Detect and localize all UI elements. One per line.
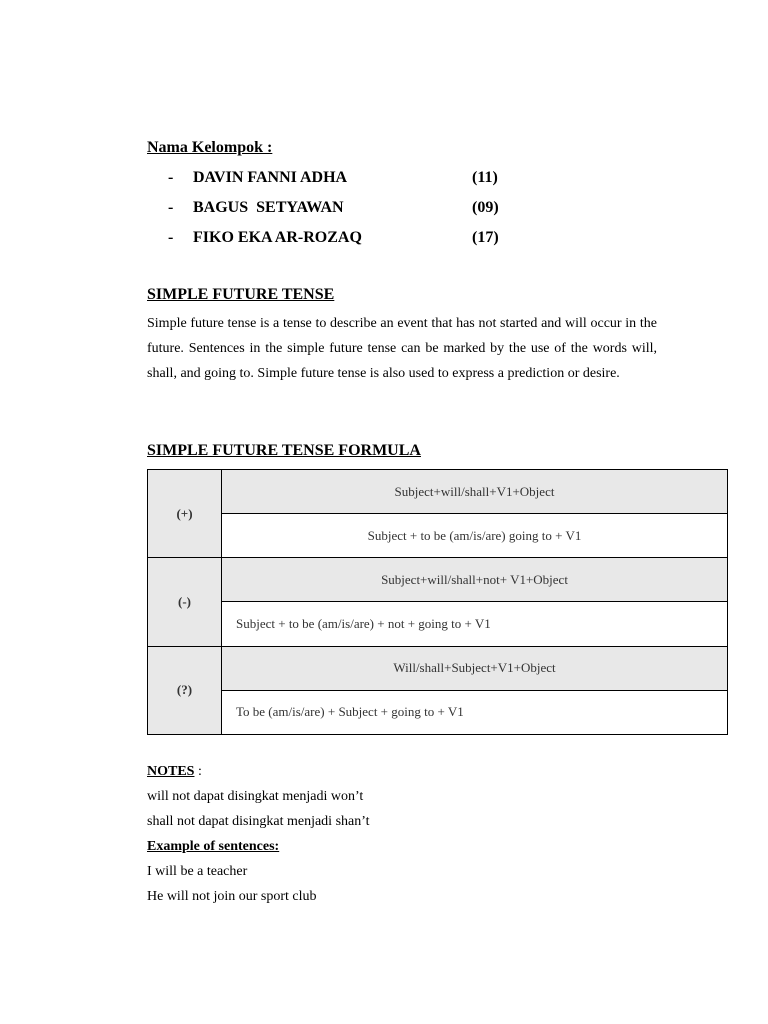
intro-title: SIMPLE FUTURE TENSE: [147, 286, 335, 303]
member-dash: -: [168, 229, 174, 246]
example-item: He will not join our sport club: [147, 889, 317, 904]
formula-cell: Subject + to be (am/is/are) going to + V1: [222, 514, 728, 558]
formula-cell: Subject+will/shall+not+ V1+Object: [222, 558, 728, 602]
table-row: [148, 558, 728, 602]
note-item: shall not dapat disingkat menjadi shan’t: [147, 814, 370, 829]
intro-paragraph: Simple future tense is a tense to describe an event that has not started and will occur in the future. Sentences in the simple future tense can be marked by the use of the words will, shall, and going to. Simple future tense is also used to express a prediction or desire.: [147, 316, 657, 381]
formula-table: [147, 469, 728, 735]
formula-title: SIMPLE FUTURE TENSE FORMULA: [147, 442, 421, 459]
example-item: I will be a teacher: [147, 864, 248, 879]
table-row: [148, 514, 728, 558]
formula-cell: Will/shall+Subject+V1+Object: [222, 646, 728, 690]
notes-label: NOTES: [147, 764, 195, 779]
member-name: DAVIN FANNI ADHA: [193, 169, 348, 186]
member-row: [0, 229, 768, 251]
member-dash: -: [168, 169, 174, 186]
formula-cell: To be (am/is/are) + Subject + going to + V1: [222, 690, 728, 734]
examples-heading: Example of sentences:: [147, 839, 280, 854]
table-row: [148, 602, 728, 646]
member-number: (17): [472, 229, 499, 246]
formula-cell: Subject + to be (am/is/are) + not + going to + V1: [222, 602, 728, 646]
member-row: [0, 199, 768, 221]
sign-question: (?): [148, 646, 222, 734]
member-row: [0, 169, 768, 191]
member-name: FIKO EKA AR-ROZAQ: [193, 229, 362, 246]
formula-cell: Subject+will/shall+V1+Object: [222, 470, 728, 514]
member-dash: -: [168, 199, 174, 216]
table-row: [148, 470, 728, 514]
member-name: BAGUS SETYAWAN: [193, 199, 344, 216]
sign-negative: (-): [148, 558, 222, 646]
sign-positive: (+): [148, 470, 222, 558]
table-row: [148, 690, 728, 734]
member-number: (09): [472, 199, 499, 216]
notes-heading: [147, 764, 202, 780]
notes-colon: :: [194, 764, 202, 779]
group-heading: Nama Kelompok :: [147, 139, 273, 156]
table-row: [148, 646, 728, 690]
member-number: (11): [472, 169, 498, 186]
note-item: will not dapat disingkat menjadi won’t: [147, 789, 364, 804]
